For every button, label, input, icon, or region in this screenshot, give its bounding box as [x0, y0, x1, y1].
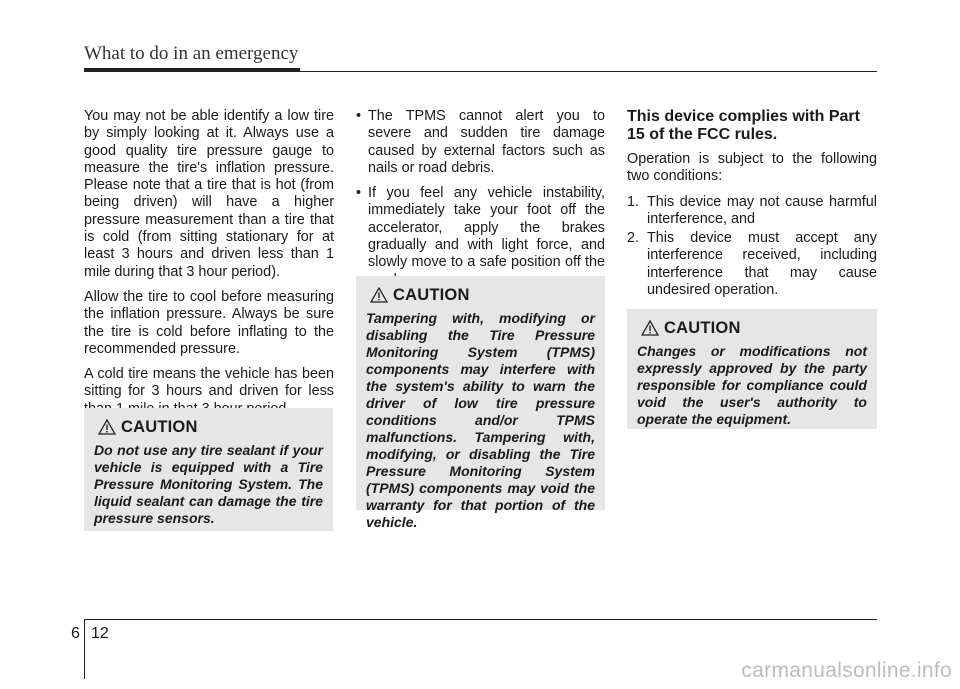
condition-text: This device may not cause harmful interference, and — [647, 193, 877, 227]
warning-triangle-icon — [98, 419, 116, 435]
caution-title: CAUTION — [393, 285, 470, 304]
conditions-list — [627, 194, 877, 300]
condition-item — [627, 230, 877, 299]
caution-box-sealant — [84, 408, 333, 531]
caution-header — [98, 414, 323, 440]
warning-triangle-icon — [370, 287, 388, 303]
bullet-item: • If you feel any vehicle instability, immediately take your foot off the accelerator, apply the brakes gradually and with light force, and slowly move to a safe position off the — [356, 185, 605, 289]
caution-text: Tampering with, modifying or disabling the Tire Pressure Monitoring System (TPMS) components may interfere with the system's ability to warn the driver of low tire pressure conditions and/or TPMS malfunctions. Tampering with, modifying, or disabling the Tire Pressure Monitoring System (TPMS) components may void the warranty for that portion of the vehicle. — [366, 310, 595, 530]
page-number: 12 — [91, 625, 109, 642]
warning-triangle-icon — [641, 320, 659, 336]
caution-header — [370, 282, 595, 308]
watermark: carmanualsonline.info — [741, 659, 952, 682]
bullet-list — [356, 108, 605, 289]
footer-separator — [84, 619, 85, 679]
paragraph: You may not be able identify a low tire by simply looking at it. Always use a good quality tire pressure gauge to measure the tire's inflation pressure. Please note that a tire that is hot (from being driven) will have a higher pressure measurement than a tire that is cold (from sitting stationary for at least 3 hours and driven less than 1 mile during that 3 hour period). — [84, 108, 334, 280]
section-number: 6 — [71, 625, 80, 642]
bullet-item: • The TPMS cannot alert you to severe and sudden tire damage caused by external factors such as nails or road debris. — [356, 108, 605, 177]
condition-number: 1. — [627, 193, 640, 210]
page-header-title: What to do in an emergency — [84, 43, 299, 64]
caution-box-fcc — [627, 309, 877, 429]
caution-text: Changes or modifications not expressly approved by the party responsible for compliance could void the user's authority to operate the equipment. — [637, 343, 867, 427]
condition-text: This device must accept any interference received, including interference that may cause undesired operation. — [647, 230, 877, 299]
caution-title: CAUTION — [121, 417, 198, 436]
caution-title: CAUTION — [664, 318, 741, 337]
paragraph: Operation is subject to the following two conditions: — [627, 151, 877, 185]
condition-number: 2. — [627, 230, 640, 247]
header-rule — [84, 71, 877, 72]
paragraph: A cold tire means the vehicle has been sitting for 3 hours and driven for less — [84, 366, 334, 400]
caution-box-tpms-tampering — [356, 276, 605, 530]
column-2 — [356, 108, 605, 297]
condition-item — [627, 194, 877, 229]
footer-rule — [84, 619, 877, 620]
caution-text: Do not use any tire sealant if your vehicle is equipped with a Tire Pressure Monitoring System. The liquid sealant can damage the tire pressure sensors. — [94, 442, 323, 526]
paragraph: Allow the tire to cool before measuring the inflation pressure. Always be sure the tire is cold before inflating to the recommended pressure. — [84, 288, 334, 357]
column-1 — [84, 108, 334, 426]
column-3 — [627, 108, 877, 301]
caution-header — [641, 315, 867, 341]
fcc-heading: This device complies with Part 15 of the FCC rules. — [627, 108, 860, 143]
